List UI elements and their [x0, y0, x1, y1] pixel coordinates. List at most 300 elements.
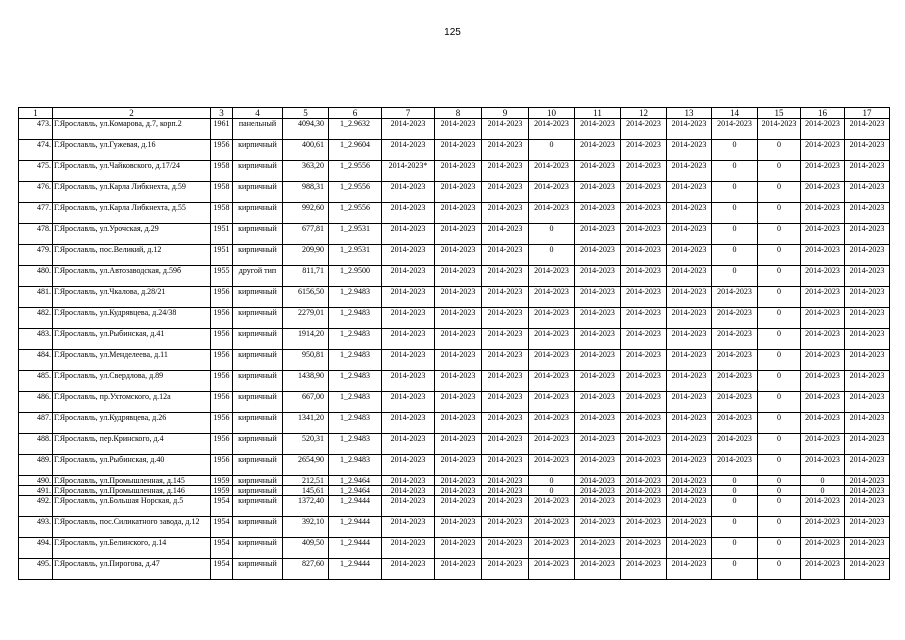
table-cell: 2014-2023: [845, 434, 890, 455]
table-cell: 2014-2023: [845, 329, 890, 350]
table-cell: 1956: [211, 434, 233, 455]
table-cell: Г.Ярославль, ул.Урочская, д.29: [53, 224, 211, 245]
table-cell: 1341,20: [283, 413, 329, 434]
table-cell: 1_2.9483: [329, 287, 382, 308]
table-cell: 2014-2023: [382, 119, 435, 140]
table-cell: 0: [758, 161, 801, 182]
table-cell: 2014-2023: [482, 517, 529, 538]
table-cell: 2014-2023: [435, 161, 482, 182]
column-header: 5: [283, 108, 329, 119]
table-cell: 0: [529, 476, 575, 486]
table-cell: Г.Ярославль, ул.Гужевая, д.16: [53, 140, 211, 161]
table-cell: 476.: [19, 182, 53, 203]
table-cell: 2279,01: [283, 308, 329, 329]
table-cell: 2014-2023: [621, 350, 667, 371]
table-cell: 2014-2023: [482, 559, 529, 580]
table-cell: 2014-2023: [845, 559, 890, 580]
table-cell: 493.: [19, 517, 53, 538]
table-cell: 2014-2023: [667, 203, 712, 224]
table-cell: 2014-2023: [529, 203, 575, 224]
table-cell: 2014-2023: [845, 287, 890, 308]
table-cell: 1956: [211, 392, 233, 413]
table-cell: 0: [758, 308, 801, 329]
table-cell: 2014-2023: [529, 392, 575, 413]
table-cell: 2014-2023: [845, 517, 890, 538]
table-cell: 2014-2023: [529, 182, 575, 203]
table-cell: 2014-2023: [435, 496, 482, 517]
table-cell: 2014-2023: [621, 455, 667, 476]
table-cell: 2014-2023: [382, 266, 435, 287]
table-cell: 2014-2023: [575, 182, 621, 203]
table-cell: 2014-2023: [435, 559, 482, 580]
table-cell: другой тип: [233, 266, 283, 287]
table-cell: 479.: [19, 245, 53, 266]
table-cell: 827,60: [283, 559, 329, 580]
table-cell: 1_2.9556: [329, 161, 382, 182]
table-row: [19, 119, 890, 140]
table-cell: 2014-2023: [435, 538, 482, 559]
table-cell: 2014-2023: [667, 140, 712, 161]
table-cell: 950,81: [283, 350, 329, 371]
table-cell: кирпичный: [233, 203, 283, 224]
table-row: [19, 496, 890, 517]
table-cell: 2014-2023: [435, 266, 482, 287]
table-cell: 2014-2023: [667, 538, 712, 559]
table-row: [19, 140, 890, 161]
table-cell: 1959: [211, 486, 233, 496]
table-cell: 0: [758, 329, 801, 350]
table-cell: Г.Ярославль, ул.Рыбинская, д.40: [53, 455, 211, 476]
table-cell: 2014-2023: [845, 413, 890, 434]
table-cell: 2014-2023: [482, 182, 529, 203]
table-cell: 2014-2023: [435, 203, 482, 224]
table-row: [19, 476, 890, 486]
table-cell: 2014-2023: [667, 224, 712, 245]
table-cell: 0: [801, 486, 845, 496]
table-cell: Г.Ярославль, пос.Силикатного завода, д.12: [53, 517, 211, 538]
table-cell: кирпичный: [233, 287, 283, 308]
table-cell: 2014-2023: [435, 287, 482, 308]
table-cell: 2014-2023: [435, 392, 482, 413]
table-cell: 490.: [19, 476, 53, 486]
column-header: 9: [482, 108, 529, 119]
table-cell: 2014-2023: [529, 559, 575, 580]
table-cell: 0: [758, 224, 801, 245]
table-cell: 2014-2023: [482, 119, 529, 140]
table-cell: 0: [712, 266, 758, 287]
table-row: [19, 266, 890, 287]
table-cell: кирпичный: [233, 496, 283, 517]
table-cell: 2014-2023: [712, 308, 758, 329]
table-cell: 2014-2023: [435, 371, 482, 392]
table-row: [19, 538, 890, 559]
table-cell: 2014-2023: [435, 434, 482, 455]
table-cell: Г.Ярославль, ул.Комарова, д.7, корп.2: [53, 119, 211, 140]
table-cell: 0: [758, 517, 801, 538]
table-cell: 2014-2023: [529, 161, 575, 182]
column-header: 2: [53, 108, 211, 119]
table-cell: 0: [712, 161, 758, 182]
table-cell: 1_2.9483: [329, 329, 382, 350]
table-cell: Г.Ярославль, ул.Белинского, д.14: [53, 538, 211, 559]
table-row: [19, 434, 890, 455]
table-cell: 2014-2023: [575, 371, 621, 392]
table-cell: 2014-2023: [382, 455, 435, 476]
table-cell: 2014-2023: [801, 538, 845, 559]
table-cell: 2014-2023: [801, 392, 845, 413]
table-cell: 2014-2023: [435, 455, 482, 476]
table-cell: 400,61: [283, 140, 329, 161]
table-cell: кирпичный: [233, 245, 283, 266]
table-cell: 1_2.9483: [329, 413, 382, 434]
table-cell: 494.: [19, 538, 53, 559]
table-cell: 2014-2023: [575, 161, 621, 182]
table-cell: 2014-2023: [482, 308, 529, 329]
table-cell: 2014-2023: [667, 161, 712, 182]
table-cell: кирпичный: [233, 371, 283, 392]
table-cell: 2014-2023: [667, 308, 712, 329]
table-cell: 2014-2023: [712, 434, 758, 455]
table-cell: 2014-2023: [382, 496, 435, 517]
table-cell: 2014-2023: [382, 329, 435, 350]
table-cell: 2014-2023: [845, 224, 890, 245]
table-cell: 2014-2023: [382, 517, 435, 538]
table-cell: 492.: [19, 496, 53, 517]
table-cell: 2014-2023: [667, 287, 712, 308]
table-cell: Г.Ярославль, ул.Чайковского, д.17/24: [53, 161, 211, 182]
table-cell: Г.Ярославль, пос.Великий, д.12: [53, 245, 211, 266]
table-row: [19, 455, 890, 476]
table-cell: 0: [712, 182, 758, 203]
table-cell: 1955: [211, 266, 233, 287]
table-cell: 2014-2023: [712, 350, 758, 371]
table-cell: Г.Ярославль, ул.Большая Норская, д.5: [53, 496, 211, 517]
table-cell: 2014-2023: [667, 119, 712, 140]
table-cell: 212,51: [283, 476, 329, 486]
table-cell: 489.: [19, 455, 53, 476]
table-cell: 2014-2023: [382, 538, 435, 559]
table-cell: 2014-2023: [801, 245, 845, 266]
table-cell: кирпичный: [233, 413, 283, 434]
table-cell: 2014-2023: [712, 371, 758, 392]
table-cell: 0: [712, 245, 758, 266]
table-cell: Г.Ярославль, ул.Автозаводская, д.59б: [53, 266, 211, 287]
table-cell: 2014-2023: [382, 203, 435, 224]
table-cell: 2014-2023: [621, 413, 667, 434]
table-cell: 0: [758, 203, 801, 224]
table-cell: 2014-2023: [621, 517, 667, 538]
table-cell: 2014-2023: [845, 203, 890, 224]
table-cell: 2014-2023: [621, 224, 667, 245]
table-cell: 0: [529, 486, 575, 496]
table-cell: 0: [758, 455, 801, 476]
table-cell: 2014-2023: [529, 329, 575, 350]
table-cell: 1958: [211, 161, 233, 182]
table-cell: 0: [529, 245, 575, 266]
table-cell: 2014-2023: [667, 182, 712, 203]
table-cell: 0: [758, 182, 801, 203]
table-cell: 2014-2023: [382, 308, 435, 329]
table-cell: 811,71: [283, 266, 329, 287]
table-cell: 0: [758, 476, 801, 486]
table-cell: 2014-2023: [801, 203, 845, 224]
table-cell: 2014-2023: [667, 434, 712, 455]
table-row: [19, 182, 890, 203]
table-cell: 0: [529, 224, 575, 245]
table-cell: 2014-2023: [801, 496, 845, 517]
table-cell: 0: [712, 559, 758, 580]
table-row: [19, 287, 890, 308]
table-cell: 2014-2023: [529, 371, 575, 392]
table-cell: 2014-2023: [575, 350, 621, 371]
table-cell: кирпичный: [233, 350, 283, 371]
table-cell: 2014-2023: [575, 203, 621, 224]
table-cell: 1_2.9483: [329, 455, 382, 476]
table-cell: кирпичный: [233, 329, 283, 350]
table-cell: 2014-2023: [801, 140, 845, 161]
table-cell: 2014-2023: [575, 329, 621, 350]
table-cell: 0: [529, 140, 575, 161]
table-cell: 2014-2023: [667, 496, 712, 517]
table-cell: 2014-2023: [801, 266, 845, 287]
table-cell: 2014-2023: [845, 538, 890, 559]
table-cell: 2014-2023: [529, 350, 575, 371]
table-cell: 2014-2023: [529, 538, 575, 559]
table-cell: 2014-2023: [529, 287, 575, 308]
table-cell: 2014-2023: [575, 224, 621, 245]
table-cell: 1_2.9604: [329, 140, 382, 161]
table-cell: 2014-2023: [482, 329, 529, 350]
table-cell: 2014-2023: [621, 559, 667, 580]
table-cell: 1954: [211, 517, 233, 538]
table-cell: 2014-2023: [575, 538, 621, 559]
table-cell: 2014-2023: [845, 266, 890, 287]
table-cell: 2014-2023: [621, 476, 667, 486]
table-cell: 677,81: [283, 224, 329, 245]
table-cell: 0: [758, 371, 801, 392]
table-cell: 2014-2023: [482, 287, 529, 308]
table-cell: 2014-2023: [801, 559, 845, 580]
table-cell: 1_2.9632: [329, 119, 382, 140]
table-cell: 2014-2023: [621, 119, 667, 140]
table-cell: 2014-2023: [382, 476, 435, 486]
table-cell: 1956: [211, 140, 233, 161]
column-header: 3: [211, 108, 233, 119]
table-cell: 2014-2023: [435, 329, 482, 350]
table-row: [19, 371, 890, 392]
column-header: 7: [382, 108, 435, 119]
table-cell: 2014-2023: [845, 455, 890, 476]
table-cell: 2014-2023: [712, 329, 758, 350]
table-cell: 1951: [211, 224, 233, 245]
table-cell: 1958: [211, 182, 233, 203]
table-cell: 2654,90: [283, 455, 329, 476]
column-header: 12: [621, 108, 667, 119]
table-cell: 2014-2023: [712, 392, 758, 413]
table-cell: кирпичный: [233, 308, 283, 329]
table-row: [19, 224, 890, 245]
table-cell: 2014-2023: [801, 455, 845, 476]
table-cell: 2014-2023: [621, 140, 667, 161]
table-cell: 2014-2023: [382, 245, 435, 266]
table-cell: кирпичный: [233, 538, 283, 559]
table-cell: 0: [758, 496, 801, 517]
table-cell: 1959: [211, 476, 233, 486]
table-cell: Г.Ярославль, ул.Карла Либкнехта, д.59: [53, 182, 211, 203]
table-cell: 2014-2023: [667, 329, 712, 350]
table-cell: 0: [758, 266, 801, 287]
table-cell: 2014-2023: [575, 266, 621, 287]
table-cell: 2014-2023: [667, 455, 712, 476]
table-cell: 1954: [211, 538, 233, 559]
table-cell: 2014-2023: [382, 486, 435, 496]
table-cell: 1_2.9464: [329, 476, 382, 486]
table-cell: 2014-2023: [667, 486, 712, 496]
table-cell: 1_2.9444: [329, 538, 382, 559]
table-row: [19, 329, 890, 350]
table-cell: Г.Ярославль, ул.Чкалова, д.28/21: [53, 287, 211, 308]
table-cell: кирпичный: [233, 434, 283, 455]
table-cell: 2014-2023: [575, 119, 621, 140]
table-cell: 988,31: [283, 182, 329, 203]
table-cell: 1951: [211, 245, 233, 266]
table-cell: 2014-2023: [382, 224, 435, 245]
table-cell: 2014-2023: [435, 308, 482, 329]
table-cell: 2014-2023: [482, 161, 529, 182]
table-cell: 1_2.9464: [329, 486, 382, 496]
table-cell: 491.: [19, 486, 53, 496]
table-cell: 2014-2023: [435, 119, 482, 140]
table-cell: 2014-2023: [621, 287, 667, 308]
table-cell: 2014-2023: [801, 308, 845, 329]
table-cell: 2014-2023: [382, 350, 435, 371]
table-cell: 2014-2023: [845, 371, 890, 392]
table-cell: 1956: [211, 350, 233, 371]
table-cell: 2014-2023: [621, 203, 667, 224]
table-cell: 2014-2023: [529, 308, 575, 329]
table-cell: 2014-2023: [482, 392, 529, 413]
table-cell: Г.Ярославль, ул.Рыбинская, д.41: [53, 329, 211, 350]
table-cell: 1_2.9531: [329, 245, 382, 266]
table-cell: 2014-2023: [482, 371, 529, 392]
table-cell: 1_2.9483: [329, 371, 382, 392]
table-cell: 2014-2023: [621, 329, 667, 350]
table-cell: 0: [758, 140, 801, 161]
table-cell: кирпичный: [233, 392, 283, 413]
table-cell: Г.Ярославль, ул.Пирогова, д.47: [53, 559, 211, 580]
table-cell: 481.: [19, 287, 53, 308]
table-cell: 1954: [211, 559, 233, 580]
table-cell: 2014-2023: [435, 350, 482, 371]
table-cell: 2014-2023: [845, 476, 890, 486]
table-cell: 2014-2023: [482, 538, 529, 559]
table-cell: 0: [758, 434, 801, 455]
table-cell: 2014-2023: [482, 140, 529, 161]
table-cell: 2014-2023: [382, 392, 435, 413]
table-cell: 2014-2023: [712, 287, 758, 308]
table-cell: 482.: [19, 308, 53, 329]
table-cell: 2014-2023: [575, 455, 621, 476]
table-cell: 1_2.9444: [329, 517, 382, 538]
table-cell: 0: [712, 486, 758, 496]
table-cell: 2014-2023: [482, 496, 529, 517]
table-cell: кирпичный: [233, 455, 283, 476]
table-cell: 2014-2023: [575, 308, 621, 329]
table-cell: Г.Ярославль, ул.Карла Либкнехта, д.55: [53, 203, 211, 224]
housing-table: [18, 107, 890, 580]
column-header: 17: [845, 108, 890, 119]
table-cell: 2014-2023: [621, 245, 667, 266]
table-row: [19, 486, 890, 496]
table-cell: кирпичный: [233, 517, 283, 538]
table-cell: 2014-2023: [575, 434, 621, 455]
table-cell: 2014-2023: [801, 517, 845, 538]
table-cell: 2014-2023: [435, 182, 482, 203]
table-cell: 2014-2023: [435, 140, 482, 161]
table-cell: 1956: [211, 287, 233, 308]
table-cell: 520,31: [283, 434, 329, 455]
table-cell: 2014-2023: [667, 413, 712, 434]
table-cell: 0: [758, 392, 801, 413]
table-cell: 2014-2023: [575, 392, 621, 413]
table-cell: 2014-2023: [801, 434, 845, 455]
table-cell: 2014-2023: [712, 119, 758, 140]
table-cell: 2014-2023: [382, 559, 435, 580]
table-cell: 1_2.9483: [329, 392, 382, 413]
table-cell: 2014-2023: [667, 392, 712, 413]
table-cell: кирпичный: [233, 140, 283, 161]
table-cell: 1_2.9483: [329, 350, 382, 371]
table-cell: 2014-2023: [529, 517, 575, 538]
table-cell: 2014-2023: [435, 517, 482, 538]
table-cell: 2014-2023: [801, 119, 845, 140]
table-cell: Г.Ярославль, ул.Кудрявцева, д.24/38: [53, 308, 211, 329]
table-cell: 2014-2023: [382, 140, 435, 161]
table-cell: 2014-2023: [801, 329, 845, 350]
table-cell: 2014-2023: [482, 476, 529, 486]
table-cell: 2014-2023: [529, 266, 575, 287]
table-cell: 2014-2023: [801, 287, 845, 308]
table-cell: 1_2.9483: [329, 434, 382, 455]
table-cell: 0: [801, 476, 845, 486]
table-cell: 2014-2023: [621, 266, 667, 287]
table-cell: 2014-2023: [667, 245, 712, 266]
table-cell: 2014-2023: [529, 496, 575, 517]
table-cell: 6156,50: [283, 287, 329, 308]
table-cell: 4094,30: [283, 119, 329, 140]
column-header: 8: [435, 108, 482, 119]
table-cell: 2014-2023: [529, 434, 575, 455]
table-cell: Г.Ярославль, ул.Свердлова, д.89: [53, 371, 211, 392]
table-cell: кирпичный: [233, 182, 283, 203]
table-cell: 2014-2023: [621, 496, 667, 517]
table-cell: 2014-2023: [801, 224, 845, 245]
table-cell: 2014-2023: [435, 224, 482, 245]
table-cell: 2014-2023: [801, 413, 845, 434]
table-row: [19, 350, 890, 371]
table-cell: 209,90: [283, 245, 329, 266]
header-row: [19, 108, 890, 119]
table-cell: 485.: [19, 371, 53, 392]
table-row: [19, 203, 890, 224]
table-cell: 2014-2023: [575, 517, 621, 538]
table-cell: 0: [758, 559, 801, 580]
table-cell: 1956: [211, 329, 233, 350]
column-header: 14: [712, 108, 758, 119]
table-cell: 0: [758, 287, 801, 308]
table-row: [19, 308, 890, 329]
table-cell: 0: [712, 538, 758, 559]
